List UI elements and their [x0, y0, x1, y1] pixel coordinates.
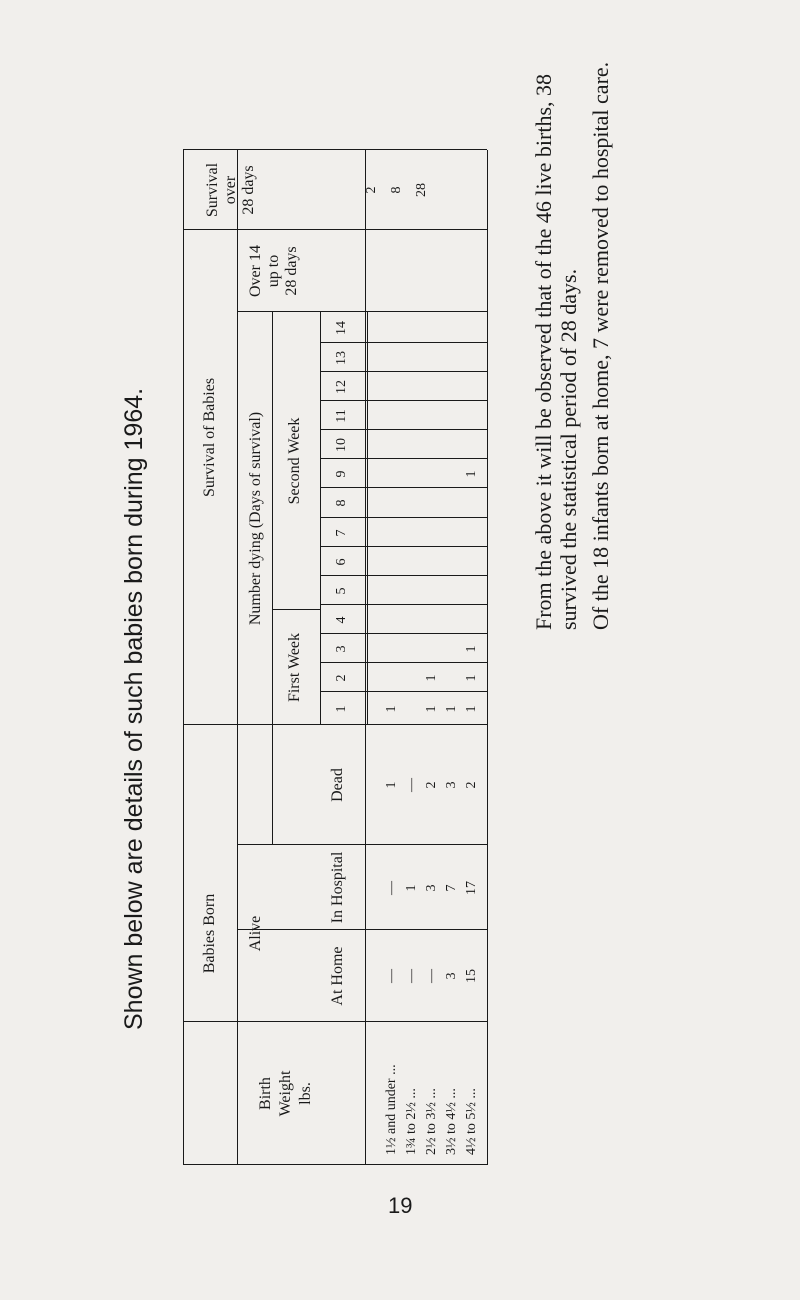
day-1-cell: 1: [464, 705, 479, 713]
rule: [183, 150, 184, 1165]
day-2-cell: 1: [424, 674, 439, 682]
header-birth-weight-3: lbs.: [297, 1082, 314, 1105]
day-number: 6: [334, 558, 349, 566]
survival-cell: 8: [389, 186, 404, 194]
rule: [320, 633, 487, 634]
day-2-cell: 1: [464, 674, 479, 682]
day-number: 13: [334, 351, 349, 365]
rule: [320, 662, 487, 663]
page-number: 19: [388, 1193, 413, 1218]
in-hospital-cell: —: [384, 881, 399, 895]
page-heading: Shown below are details of such babies born during 1964.: [120, 387, 148, 1030]
rule: [320, 487, 487, 488]
day-number: 5: [334, 587, 349, 595]
day-1-cell: 1: [444, 705, 459, 713]
at-home-cell: —: [424, 969, 439, 983]
day-number: 1: [334, 705, 349, 713]
at-home-cell: —: [384, 969, 399, 983]
rule: [365, 150, 366, 1165]
rule: [320, 458, 487, 459]
header-birth-weight-2: Weight: [277, 1070, 294, 1117]
day-number: 12: [334, 380, 349, 394]
rule: [183, 1164, 487, 1165]
birth-weight-cell: 4½ to 5½ ...: [464, 1088, 479, 1155]
rule: [272, 312, 273, 725]
dead-cell: 3: [444, 781, 459, 789]
day-1-cell: 1: [384, 705, 399, 713]
in-hospital-cell: 1: [404, 884, 419, 892]
header-birth-weight-1: Birth: [257, 1077, 274, 1110]
header-over14-2: up to: [265, 254, 282, 288]
survival-cell: 2: [364, 186, 379, 194]
day-number: 4: [334, 616, 349, 624]
birth-weight-cell: 1½ and under ...: [384, 1064, 399, 1155]
day-number: 10: [334, 438, 349, 452]
rule: [320, 429, 487, 430]
dead-cell: 2: [424, 781, 439, 789]
paragraph-2: Of the 18 infants born at home, 7 were removed to hospital care.: [588, 61, 613, 630]
header-in-hospital: In Hospital: [329, 851, 346, 924]
day-number: 2: [334, 674, 349, 682]
at-home-cell: 3: [444, 972, 459, 980]
rule: [320, 575, 487, 576]
rule: [237, 844, 487, 845]
day-number: 11: [334, 409, 349, 423]
header-first-week: First Week: [286, 632, 303, 703]
rule: [237, 929, 487, 930]
day-number: 7: [334, 529, 349, 537]
rule: [320, 312, 321, 725]
rule: [367, 312, 368, 725]
header-survival28-2: over: [222, 175, 239, 205]
rule: [320, 604, 487, 605]
dead-cell: 1: [384, 781, 399, 789]
day-9-cell: 1: [464, 470, 479, 478]
rule: [320, 691, 487, 692]
rule: [320, 546, 487, 547]
rule: [320, 400, 487, 401]
header-babies-born: Babies Born: [201, 893, 218, 974]
rule: [237, 150, 238, 1165]
birth-weight-cell: 2½ to 3½ ...: [424, 1088, 439, 1155]
day-number: 9: [334, 470, 349, 478]
header-second-week: Second Week: [286, 417, 303, 505]
dead-cell: —: [404, 778, 419, 792]
rule: [320, 342, 487, 343]
paragraph-1-line-2: survived the statistical period of 28 days.: [556, 268, 581, 630]
in-hospital-cell: 3: [424, 884, 439, 892]
header-survival28-1: Survival: [204, 162, 221, 218]
day-number: 14: [334, 321, 349, 335]
header-over14-1: Over 14: [247, 245, 264, 297]
survival-cell: 28: [414, 183, 429, 197]
header-number-dying: Number dying (Days of survival): [247, 411, 264, 626]
header-survival28-3: 28 days: [240, 165, 257, 215]
day-number: 3: [334, 645, 349, 653]
rule: [487, 150, 488, 1165]
in-hospital-cell: 17: [464, 881, 479, 895]
day-1-cell: 1: [424, 705, 439, 713]
header-over14-3: 28 days: [283, 246, 300, 296]
birth-weight-cell: 3½ to 4½ ...: [444, 1088, 459, 1155]
rule: [272, 725, 273, 845]
birth-weight-cell: 1¾ to 2½ ...: [404, 1088, 419, 1155]
at-home-cell: —: [404, 969, 419, 983]
header-at-home: At Home: [329, 946, 346, 1006]
dead-cell: 2: [464, 781, 479, 789]
paragraph-1-line-1: From the above it will be observed that of the 46 live births, 38: [531, 73, 556, 630]
in-hospital-cell: 7: [444, 884, 459, 892]
header-dead: Dead: [329, 768, 346, 802]
header-survival: Survival of Babies: [201, 377, 218, 498]
rule: [320, 371, 487, 372]
day-3-cell: 1: [464, 645, 479, 653]
rule: [320, 517, 487, 518]
header-alive: Alive: [247, 915, 264, 952]
at-home-cell: 15: [464, 969, 479, 983]
day-number: 8: [334, 499, 349, 507]
